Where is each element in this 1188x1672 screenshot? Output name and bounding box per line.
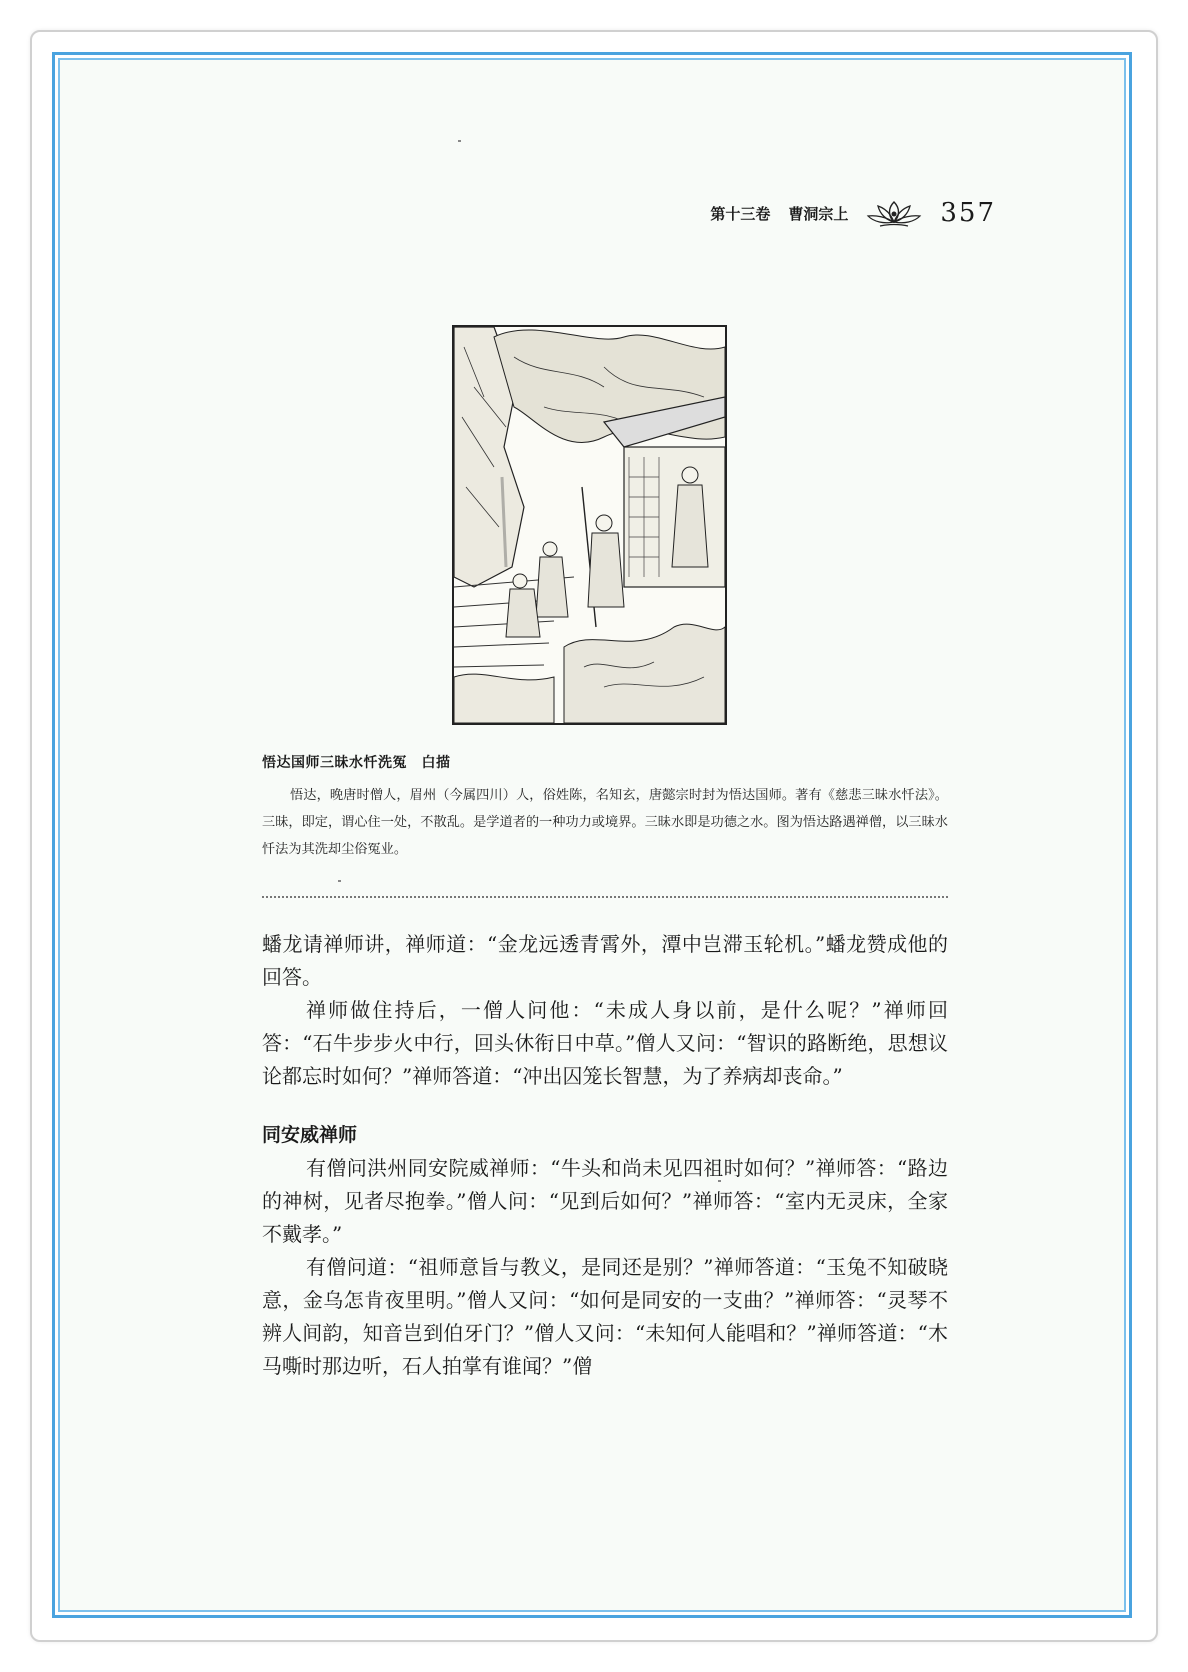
woodblock-illustration <box>452 325 727 725</box>
section-divider <box>262 896 948 898</box>
lotus-icon <box>866 196 922 230</box>
page-number: 357 <box>940 198 996 228</box>
paragraph: 有僧问洪州同安院威禅师：“牛头和尚未见四祖时如何？”禅师答：“路边的神树，见者尽抱拳。”僧人问：“见到后如何？”禅师答：“室内无灵床，全家不戴孝。” <box>262 1156 948 1246</box>
running-header <box>710 196 996 230</box>
section-heading: 同安威禅师 <box>262 1124 358 1146</box>
figure-caption-title: 悟达国师三昧水忏洗冤 白描 <box>262 755 451 771</box>
paragraph: 蟠龙请禅师讲，禅师道：“金龙远透青霄外，潭中岂滞玉轮机。”蟠龙赞成他的回答。 <box>262 932 948 989</box>
paragraph: 有僧问道：“祖师意旨与教义，是同还是别？”禅师答道：“玉兔不知破晓意，金乌怎肯夜里明。”僧人又问：“如何是同安的一支曲？”禅师答：“灵琴不辨人间韵，知音岂到伯牙门？”僧人又问：“未知何人能唱和？”禅师答道：“木马嘶时那边听，石人拍掌有谁闻？”僧 <box>262 1255 948 1378</box>
header-section: 曹洞宗上 <box>788 204 849 223</box>
woodblock-scene <box>454 327 725 723</box>
print-speck <box>458 140 461 142</box>
print-speck <box>338 880 341 882</box>
figure-caption-body: 悟达，晚唐时僧人，眉州（今属四川）人，俗姓陈，名知玄，唐懿宗时封为悟达国师。著有《慈悲三昧水忏法》。三昧，即定，谓心住一处，不散乱。是学道者的一种功力或境界。三昧水即是功德之水。图为悟达路遇禅僧，以三昧水忏法为其洗却尘俗冤业。 <box>262 788 948 857</box>
main-text <box>262 928 948 1383</box>
paragraph: 禅师做住持后，一僧人问他：“未成人身以前，是什么呢？”禅师回答：“石牛步步火中行，回头休衔日中草。”僧人又问：“智识的路断绝，思想议论都忘时如何？”禅师答道：“冲出囚笼长智慧，为了养病却丧命。” <box>262 998 948 1088</box>
header-chapter: 第十三卷 <box>710 204 771 223</box>
